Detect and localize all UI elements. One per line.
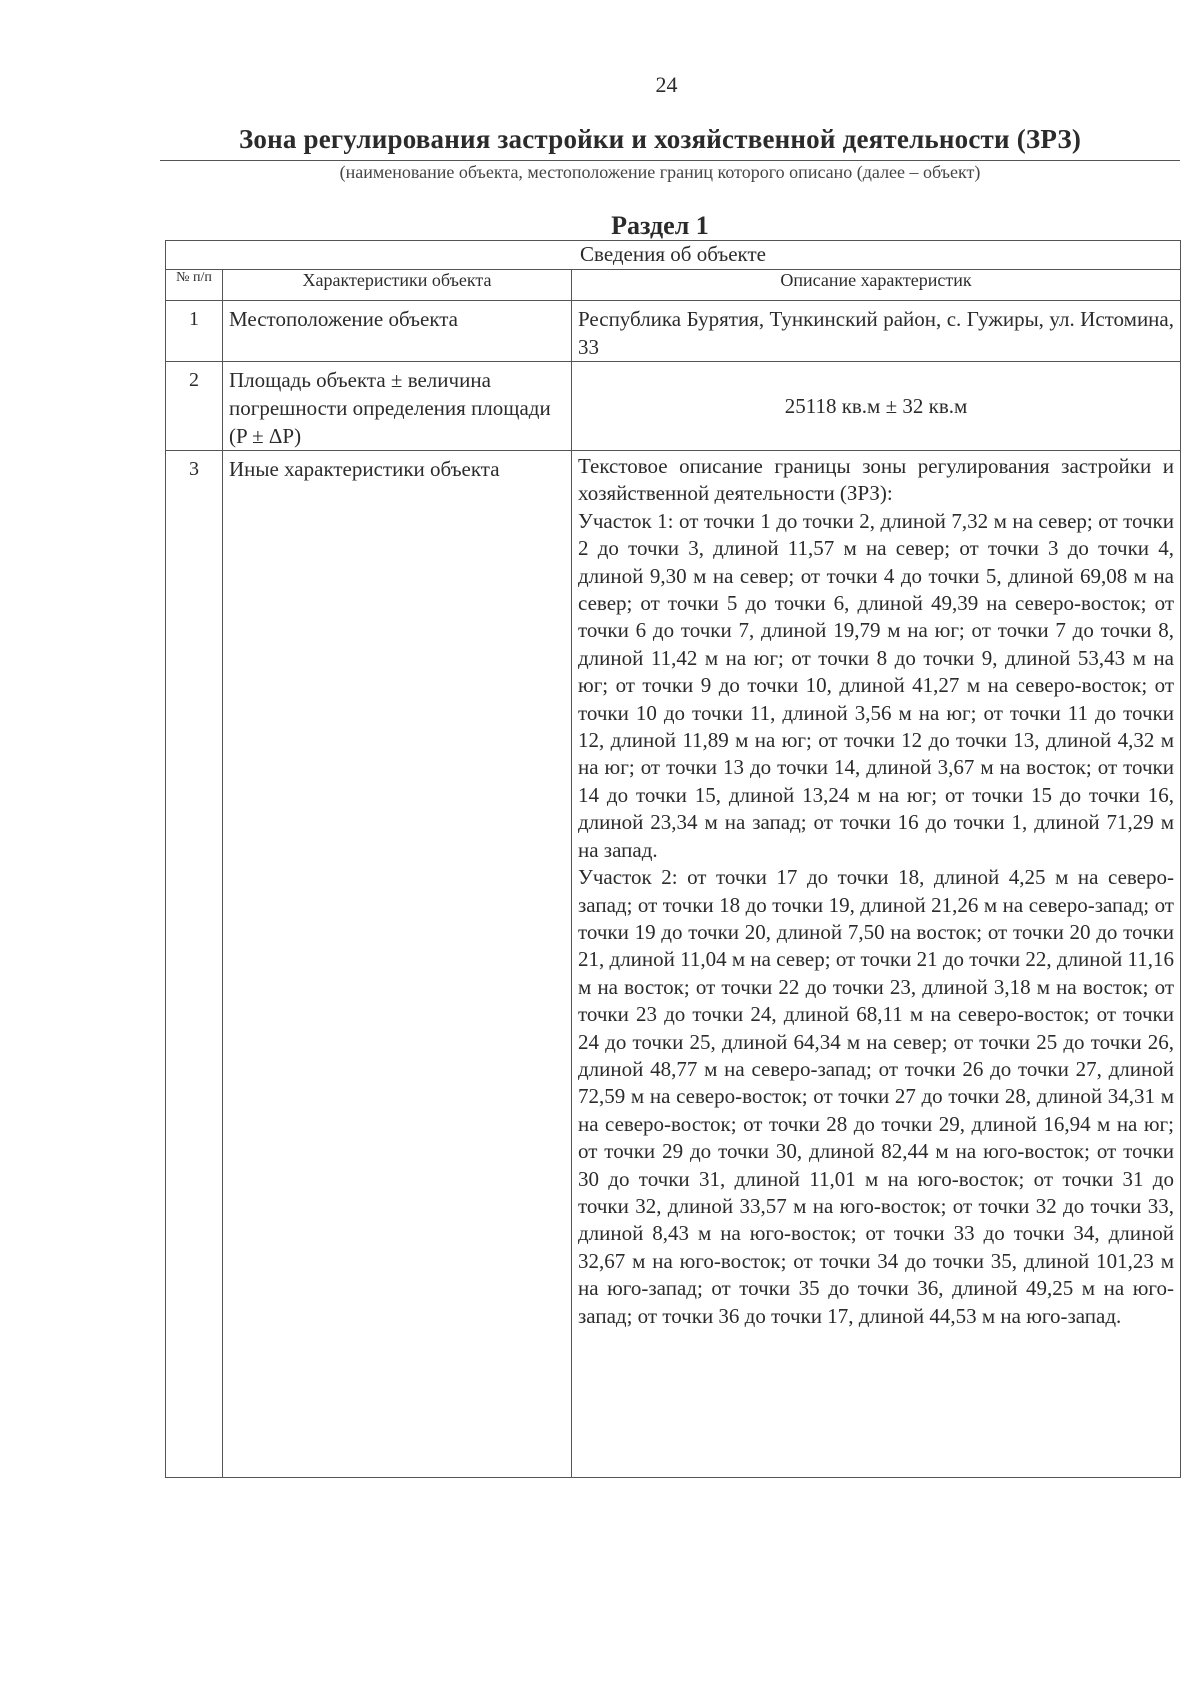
- boundary-description-intro: Текстовое описание границы зоны регулирования застройки и хозяйственной деятельности (ЗРЗ):: [578, 454, 1174, 506]
- header-characteristic: Характеристики объекта: [223, 270, 572, 301]
- row-description: 25118 кв.м ± 32 кв.м: [572, 362, 1181, 451]
- object-info-table: [165, 240, 1181, 1478]
- header-description: Описание характеристик: [572, 270, 1181, 301]
- row-number: 2: [166, 362, 223, 451]
- document-title: Зона регулирования застройки и хозяйственной деятельности (ЗРЗ): [238, 124, 1082, 154]
- table-row: [166, 451, 1181, 1478]
- header-number: № п/п: [166, 270, 223, 301]
- row-description: [572, 451, 1181, 1478]
- boundary-plot-2: Участок 2: от точки 17 до точки 18, длиной 4,25 м на северо-запад; от точки 18 до точки 19, длиной 21,26 м на северо-запад; от точки 19 до точки 20, длиной 7,50 на восток; от точки 20 до точки 21, длиной 11,04 м на север; от точки 21 до точки 22, длиной 11,16 м на восток; от точки 22 до точки 23, длиной 3,18 м на восток; от точки 23 до точки 24, длиной 68,11 м на северо-восток; от точки 24 до точки 25, длиной 64,34 м на север; от точки 25 до точки 26, длиной 48,77 м на северо-запад; от точки 26 до точки 27, длиной 72,59 м на северо-восток; от точки 27 до точки 28, длиной 34,31 м на северо-восток; от точки 28 до точки 29, длиной 16,94 м на юг; от точки 29 до точки 30, длиной 82,44 м на юго-восток; от точки 30 до точки 31, длиной 11,01 м на юго-восток; от точки 31 до точки 32, длиной 33,57 м на юго-восток; от точки 32 до точки 33, длиной 8,43 м на юго-восток; от точки 33 до точки 34, длиной 32,67 м на юго-восток; от точки 34 до точки 35, длиной 101,23 м на юго-запад; от точки 35 до точки 36, длиной 49,25 м на юго-запад; от точки 36 до точки 17, длиной 44,53 м на юго-запад.: [578, 865, 1174, 1328]
- table-row: [166, 301, 1181, 362]
- row-characteristic: Площадь объекта ± величина погрешности определения площади (P ± ΔP): [223, 362, 572, 451]
- table-header-row: [166, 270, 1181, 301]
- row-number: 3: [166, 451, 223, 1478]
- row-characteristic: Иные характеристики объекта: [223, 451, 572, 1478]
- table-row: [166, 362, 1181, 451]
- boundary-plot-1: Участок 1: от точки 1 до точки 2, длиной 7,32 м на север; от точки 2 до точки 3, длиной 11,57 м на север; от точки 3 до точки 4, длиной 9,30 м на север; от точки 4 до точки 5, длиной 69,08 м на север; от точки 5 до точки 6, длиной 49,39 на северо-восток; от точки 6 до точки 7, длиной 19,79 м на юг; от точки 7 до точки 8, длиной 11,42 м на юг; от точки 8 до точки 9, длиной 53,43 м на юг; от точки 9 до точки 10, длиной 41,27 м на северо-восток; от точки 10 до точки 11, длиной 3,56 м на юг; от точки 11 до точки 12, длиной 11,89 м на юг; от точки 12 до точки 13, длиной 4,32 м на юг; от точки 13 до точки 14, длиной 3,67 м на восток; от точки 14 до точки 15, длиной 13,24 м на юг; от точки 15 до точки 16, длиной 23,34 м на запад; от точки 16 до точки 1, длиной 71,29 м на запад.: [578, 508, 1174, 862]
- section-title: Раздел 1: [611, 211, 709, 240]
- title-underline: [160, 160, 1180, 161]
- row-number: 1: [166, 301, 223, 362]
- page-number: 24: [655, 72, 678, 97]
- table-caption: Сведения об объекте: [166, 241, 1181, 270]
- row-characteristic: Местоположение объекта: [223, 301, 572, 362]
- title-caption: (наименование объекта, местоположение границ которого описано (далее – объект): [339, 162, 981, 182]
- row-description: Республика Бурятия, Тункинский район, с. Гужиры, ул. Истомина, 33: [572, 301, 1181, 362]
